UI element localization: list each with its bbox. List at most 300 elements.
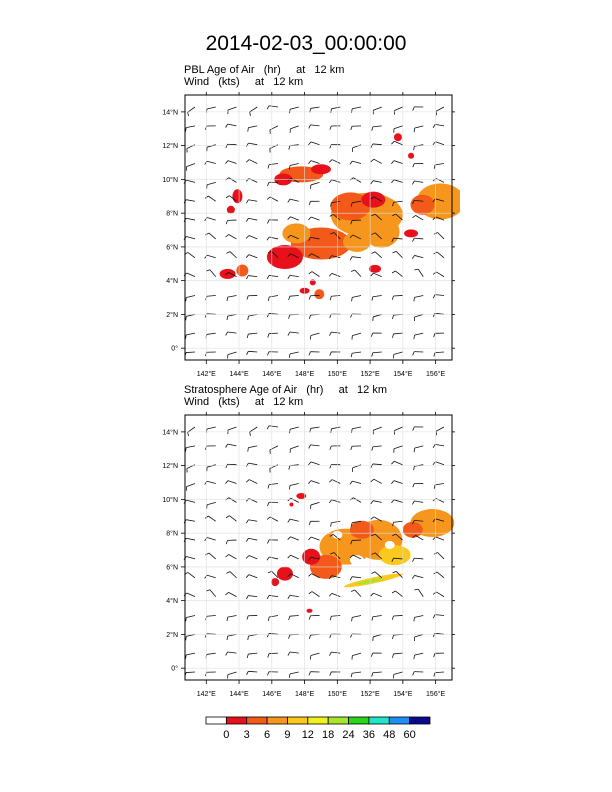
wind-barb-staff (228, 107, 236, 110)
wind-barb-flag (434, 165, 435, 169)
wind-barb-staff (312, 272, 319, 277)
wind-barb-flag (434, 333, 435, 337)
wind-barb-flag (433, 313, 435, 317)
wind-barb-flag (433, 633, 435, 637)
age-blob (306, 609, 312, 613)
wind-barb-staff (186, 200, 195, 202)
wind-barb-flag (308, 217, 311, 220)
wind-barb-staff (374, 479, 382, 483)
wind-barb-staff (352, 577, 361, 578)
wind-barb-flag (248, 128, 249, 132)
wind-barb-flag (309, 125, 311, 129)
wind-barb-staff (269, 164, 278, 165)
wind-barb-flag (226, 124, 228, 127)
age-blob (311, 164, 331, 174)
wind-barb-staff (373, 593, 381, 596)
wind-barb-flag (247, 351, 249, 355)
wind-barb-staff (209, 553, 216, 559)
wind-barb-staff (311, 217, 319, 220)
wind-barb-flag (205, 233, 209, 235)
wind-barb-flag (308, 481, 311, 484)
wind-barb-flag (351, 590, 355, 591)
wind-barb-staff (416, 535, 424, 540)
wind-barb-flag (351, 126, 352, 130)
wind-barb-staff (352, 481, 361, 483)
wind-barb-staff (311, 462, 320, 465)
age-blob (271, 578, 279, 586)
colorbar-label: 60 (403, 729, 416, 741)
wind-barb-staff (311, 445, 320, 446)
wind-barb-staff (415, 446, 424, 448)
wind-barb-flag (309, 315, 310, 319)
wind-barb-flag (413, 163, 414, 167)
wind-barb-flag (268, 334, 269, 338)
wind-barb-staff (207, 161, 216, 163)
wind-barb-flag (329, 500, 331, 503)
wind-barb-staff (269, 106, 278, 107)
wind-barb-flag (309, 592, 312, 594)
wind-barb-staff (187, 484, 195, 487)
wind-barb-flag (309, 296, 310, 300)
wind-barb-staff (332, 500, 341, 503)
wind-barb-flag (186, 636, 187, 640)
wind-barb-staff (187, 145, 195, 149)
wind-barb-flag (267, 517, 270, 520)
x-tick-label: 154°E (393, 691, 413, 698)
wind-barb-staff (248, 218, 257, 220)
wind-barb-flag (247, 654, 248, 658)
pbl-age-map (130, 90, 460, 390)
wind-barb-staff (332, 480, 340, 484)
wind-barb-staff (269, 595, 278, 596)
wind-barb-staff (435, 124, 444, 125)
wind-barb-flag (267, 540, 269, 544)
wind-barb-staff (435, 484, 444, 485)
wind-barb-staff (396, 251, 402, 257)
wind-barb-flag (205, 161, 207, 164)
wind-barb-staff (207, 481, 216, 483)
wind-barb-staff (207, 465, 216, 467)
wind-barb-staff (207, 653, 216, 654)
wind-barb-flag (268, 617, 269, 621)
wind-barb-flag (288, 332, 290, 336)
wind-barb-staff (435, 352, 444, 353)
wind-barb-staff (414, 181, 423, 182)
wind-barb-flag (226, 332, 228, 336)
wind-barb-flag (309, 272, 312, 274)
wind-barb-staff (352, 257, 361, 258)
wind-barb-staff (394, 672, 403, 674)
wind-barb-staff (269, 275, 278, 276)
wind-barb-staff (270, 446, 278, 450)
wind-barb-staff (312, 592, 319, 597)
wind-barb-flag (392, 271, 395, 273)
wind-barb-staff (290, 332, 299, 333)
wind-barb-flag (412, 215, 415, 217)
y-tick-label: 4°N (166, 278, 178, 286)
wind-barb-staff (186, 653, 195, 655)
wind-barb-staff (375, 252, 382, 258)
panel1-subtitle: Wind (kts) at 12 km (184, 76, 304, 88)
wind-barb-staff (394, 295, 403, 296)
wind-barb-flag (330, 465, 331, 469)
wind-barb-flag (372, 127, 373, 131)
wind-barb-staff (331, 427, 340, 429)
wind-barb-flag (309, 635, 310, 639)
wind-barb-staff (248, 143, 257, 145)
wind-barb-staff (331, 107, 340, 109)
wind-barb-flag (393, 251, 397, 253)
wind-barb-staff (352, 672, 361, 673)
wind-barb-staff (436, 178, 444, 182)
wind-barb-flag (350, 481, 352, 484)
wind-barb-staff (332, 593, 340, 596)
wind-barb-flag (288, 595, 290, 598)
wind-barb-staff (248, 446, 257, 448)
wind-barb-staff (290, 199, 299, 201)
wind-barb-flag (414, 589, 418, 590)
wind-barb-flag (371, 479, 374, 482)
wind-barb-flag (330, 296, 331, 300)
wind-barb-flag (250, 432, 251, 436)
x-tick-label: 148°E (294, 371, 315, 378)
y-tick-label: 10°N (162, 176, 178, 184)
wind-barb-flag (205, 218, 207, 221)
colorbar-label: 3 (243, 729, 250, 741)
wind-barb-staff (352, 107, 361, 109)
wind-barb-flag (246, 143, 248, 146)
wind-barb-flag (289, 616, 290, 620)
wind-barb-flag (329, 480, 332, 483)
wind-barb-flag (371, 572, 375, 574)
wind-barb-flag (393, 571, 397, 573)
wind-barb-flag (309, 445, 311, 449)
wind-barb-flag (434, 673, 435, 677)
wind-barb-flag (413, 427, 414, 431)
wind-barb-staff (187, 465, 195, 469)
wind-barb-staff (228, 652, 237, 653)
wind-barb-staff (352, 615, 361, 617)
y-tick-label: 8°N (166, 210, 178, 218)
wind-barb-flag (372, 297, 373, 301)
wind-barb-staff (394, 180, 403, 183)
wind-barb-flag (289, 315, 290, 319)
wind-barb-staff (373, 295, 382, 296)
pbl-age-field (220, 133, 460, 299)
wind-barb-flag (288, 652, 290, 656)
wind-barb-flag (227, 617, 228, 621)
wind-barb-staff (186, 236, 195, 238)
wind-barb-flag (247, 296, 248, 300)
wind-barb-staff (414, 653, 423, 655)
wind-barb-flag (414, 617, 415, 621)
wind-barb-staff (418, 269, 423, 276)
wind-barb-flag (413, 483, 414, 487)
wind-barb-staff (311, 125, 320, 126)
wind-barb-flag (433, 462, 436, 465)
wind-barb-flag (226, 498, 229, 500)
wind-barb-staff (436, 592, 444, 597)
age-blob (369, 265, 381, 273)
wind-barb-flag (268, 654, 269, 658)
age-blob (220, 269, 236, 279)
wind-barb-flag (205, 516, 208, 518)
wind-barb-staff (438, 553, 444, 559)
wind-barb-flag (288, 555, 291, 558)
wind-barb-staff (186, 126, 195, 128)
wind-barb-flag (267, 672, 269, 676)
age-blob (236, 265, 248, 277)
wind-barb-flag (226, 516, 229, 518)
wind-barb-staff (207, 575, 216, 578)
y-tick-label: 4°N (166, 598, 178, 606)
wind-barb-staff (248, 463, 257, 465)
wind-barb-flag (391, 180, 393, 183)
wind-barb-flag (434, 653, 435, 657)
wind-barb-flag (309, 201, 310, 205)
stratosphere-age-map (130, 410, 460, 710)
wind-barb-flag (267, 220, 269, 224)
wind-barb-staff (270, 145, 278, 149)
wind-barb-staff (228, 295, 237, 297)
wind-barb-staff (186, 520, 195, 522)
wind-barb-staff (207, 538, 216, 541)
wind-barb-flag (227, 316, 228, 320)
wind-barb-staff (230, 252, 237, 258)
wind-barb-staff (373, 615, 382, 616)
wind-barb-staff (290, 217, 298, 220)
wind-barb-staff (248, 351, 257, 352)
plot-border (185, 415, 452, 680)
wind-barb-staff (414, 333, 423, 335)
wind-barb-staff (208, 516, 215, 521)
y-tick-label: 6°N (166, 244, 178, 252)
wind-barb-flag (268, 165, 269, 169)
wind-barb-staff (415, 126, 424, 128)
wind-barb-staff (373, 672, 382, 673)
wind-barb-staff (248, 333, 257, 334)
wind-barb-staff (188, 107, 195, 112)
wind-barb-staff (228, 444, 237, 446)
wind-barb-staff (229, 554, 237, 558)
wind-barb-flag (412, 575, 414, 578)
x-tick-label: 152°E (360, 371, 380, 378)
wind-barb-staff (207, 333, 216, 334)
wind-barb-staff (438, 233, 444, 239)
wind-barb-staff (228, 332, 237, 333)
wind-barb-flag (226, 444, 228, 447)
wind-barb-staff (270, 465, 278, 469)
wind-barb-staff (436, 107, 444, 111)
wind-barb-staff (311, 142, 320, 145)
wind-barb-staff (373, 464, 382, 465)
wind-barb-flag (413, 107, 414, 111)
wind-barb-flag (227, 636, 228, 640)
wind-barb-flag (247, 334, 248, 338)
colorbar (205, 716, 431, 726)
wind-barb-flag (205, 575, 207, 578)
wind-barb-staff (290, 126, 298, 129)
wind-barb-staff (311, 427, 320, 428)
wind-barb-staff (207, 182, 216, 184)
wind-barb-staff (290, 519, 299, 521)
wind-barb-flag (226, 252, 230, 254)
wind-barb-flag (392, 334, 393, 338)
wind-barb-staff (290, 615, 299, 616)
wind-barb-staff (373, 446, 382, 447)
wind-barb-staff (248, 671, 257, 672)
age-blob (282, 223, 310, 243)
wind-barb-staff (248, 653, 257, 654)
wind-barb-staff (207, 255, 216, 258)
wind-barb-staff (269, 333, 278, 334)
wind-barb-staff (331, 332, 340, 333)
wind-barb-staff (436, 272, 444, 277)
wind-barb-staff (229, 592, 237, 596)
x-tick-label: 146°E (262, 691, 282, 698)
colorbar-box (267, 717, 287, 724)
wind-barb-flag (186, 298, 187, 302)
wind-barb-staff (249, 235, 257, 238)
wind-barb-flag (289, 635, 290, 639)
wind-barb-staff (352, 427, 361, 429)
wind-barb-staff (291, 498, 299, 502)
x-tick-label: 148°E (294, 691, 315, 698)
wind-barb-flag (433, 444, 435, 447)
wind-barb-flag (246, 160, 249, 163)
wind-barb-flag (227, 297, 228, 301)
wind-barb-flag (371, 501, 373, 504)
wind-barb-staff (210, 270, 216, 277)
y-tick-label: 12°N (162, 463, 178, 471)
colorbar-box (226, 717, 246, 724)
wind-barb-staff (290, 164, 299, 166)
wind-barb-flag (267, 182, 269, 186)
wind-barb-staff (228, 615, 237, 617)
age-blob (314, 289, 324, 299)
wind-barb-staff (394, 352, 403, 354)
wind-barb-flag (371, 181, 373, 184)
wind-barb-staff (394, 126, 403, 129)
wind-barb-flag (225, 161, 228, 164)
wind-barb-staff (207, 218, 216, 221)
wind-barb-flag (308, 537, 311, 540)
wind-barb-staff (229, 498, 237, 503)
wind-barb-staff (311, 653, 320, 655)
wind-barb-staff (353, 145, 361, 148)
wind-barb-flag (434, 353, 435, 357)
wind-barb-flag (371, 159, 374, 162)
wind-barb-staff (435, 615, 444, 616)
wind-barb-staff (290, 295, 299, 296)
wind-barb-staff (290, 672, 299, 674)
wind-barb-staff (269, 484, 278, 485)
wind-barb-flag (308, 142, 311, 145)
wind-barb-flag (289, 296, 290, 300)
wind-barb-flag (392, 635, 393, 639)
wind-barb-flag (246, 255, 249, 258)
y-tick-label: 10°N (162, 496, 178, 504)
age-blob (310, 279, 316, 285)
wind-barb-staff (373, 501, 382, 503)
age-blob (361, 192, 385, 208)
wind-barb-flag (288, 519, 290, 522)
wind-barb-staff (248, 126, 257, 128)
wind-barb-flag (391, 461, 394, 464)
wind-barb-flag (351, 270, 355, 271)
wind-barb-staff (353, 465, 361, 468)
wind-barb-staff (269, 295, 278, 297)
wind-barb-staff (436, 142, 444, 145)
colorbar-box (206, 717, 226, 724)
wind-barb-flag (246, 575, 249, 578)
wind-barb-flag (330, 126, 331, 130)
wind-barb-flag (247, 671, 249, 675)
wind-barb-staff (228, 124, 237, 126)
wind-barb-staff (311, 481, 320, 484)
wind-barb-staff (270, 517, 278, 521)
wind-barb-staff (332, 160, 340, 164)
wind-barb-flag (329, 652, 331, 656)
wind-barb-flag (288, 217, 291, 220)
wind-barb-flag (246, 520, 248, 523)
colorbar-label: 12 (301, 729, 314, 741)
wind-barb-flag (352, 297, 353, 301)
wind-barb-flag (414, 335, 415, 339)
wind-barb-staff (188, 252, 195, 257)
colorbar-label: 9 (284, 729, 291, 741)
wind-barb-flag (391, 161, 394, 164)
x-tick-label: 142°E (196, 691, 216, 698)
wind-barb-flag (226, 144, 228, 148)
wind-barb-staff (290, 352, 299, 354)
wind-barb-staff (435, 164, 444, 165)
panel2-subtitle: Wind (kts) at 12 km (184, 396, 304, 408)
wind-barb-flag (205, 196, 208, 198)
wind-barb-flag (371, 593, 374, 596)
wind-barb-flag (351, 673, 352, 677)
wind-barb-flag (391, 141, 394, 144)
wind-barb-staff (436, 427, 444, 431)
wind-barb-staff (186, 295, 195, 297)
wind-barb-staff (269, 557, 278, 559)
wind-barb-flag (225, 481, 228, 484)
wind-barb-staff (228, 161, 236, 164)
wind-barb-staff (229, 234, 237, 238)
wind-barb-flag (246, 200, 248, 203)
wind-barb-staff (249, 160, 257, 164)
colorbar-box (389, 717, 409, 724)
wind-barb-staff (414, 295, 423, 297)
colorbar-box (328, 717, 348, 724)
wind-barb-flag (226, 592, 229, 595)
wind-barb-flag (206, 590, 210, 591)
y-tick-label: 0° (171, 665, 178, 673)
wind-barb-staff (290, 652, 299, 653)
wind-barb-flag (205, 553, 209, 555)
wind-barb-flag (350, 577, 352, 581)
wind-barb-staff (435, 295, 444, 296)
wind-barb-staff (270, 126, 278, 130)
y-tick-label: 6°N (166, 564, 178, 572)
wind-barb-flag (433, 142, 436, 145)
wind-barb-staff (436, 498, 444, 502)
wind-barb-flag (246, 480, 249, 483)
wind-barb-staff (186, 500, 195, 502)
x-tick-label: 150°E (327, 371, 347, 378)
wind-barb-staff (186, 538, 195, 540)
wind-barb-flag (329, 593, 332, 596)
